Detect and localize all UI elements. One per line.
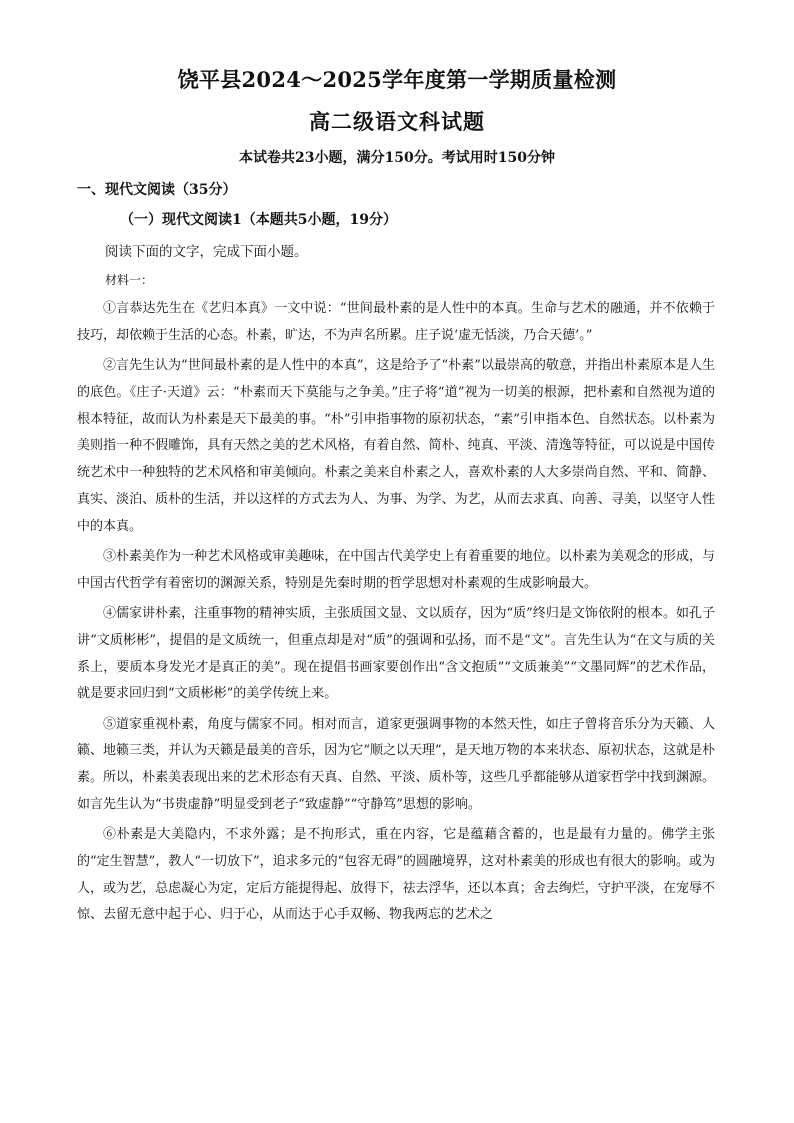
- paragraph-6: ⑥朴素是大美隐内，不求外露；是不拘形式，重在内容，它是蕴藉含蓄的，也是最有力量的。佛学主张的“定生智慧”，教人“一切放下”，追求多元的“包容无碍”的圆融境界，这对朴素美的形成也有很大的影响。或为人，或为艺，总虑凝心为定，定后方能提得起、放得下，祛去浮华，还以本真；舍去绚烂，守护平淡，在宠辱不惊、去留无意中起于心、归于心，从而达于心手双畅、物我两忘的艺术之: [77, 827, 715, 923]
- subsection-heading: （一）现代文阅读1（本题共5小题，19分）: [120, 212, 397, 228]
- exam-subtitle: 高二级语文科试题: [309, 109, 485, 134]
- section-heading: 一、现代文阅读（35分）: [77, 182, 237, 198]
- paragraph-3: ③朴素美作为一种艺术风格或审美趣味，在中国古代美学史上有着重要的地位。以朴素为美观念的形成，与中国古代哲学有着密切的渊源关系，特别是先秦时期的哲学思想对朴素观的生成影响最大。: [77, 548, 715, 591]
- paragraph-1: ①言恭达先生在《艺归本真》一文中说：“世间最朴素的是人性中的本真。生命与艺术的融通，并不依赖于技巧，却依赖于生活的心态。朴素，旷达，不为声名所累。庄子说‘虚无恬淡，乃合天德’。”: [77, 301, 715, 343]
- paragraph-4: ④儒家讲朴素，注重事物的精神实质，主张质国文显、文以质存，因为“质”终归是文饰依附的根本。如孔子讲“文质彬彬”，提倡的是文质统一，但重点却是对“质”的强调和弘扬，而不是“文”。言先生认为“在文与质的关系上，要质本身发光才是真正的美”。现在提倡书画家要创作出“含文抱质”“文质兼美”“文墨同辉”的艺术作品，就是要求回归到“文质彬彬”的美学传统上来。: [77, 605, 715, 702]
- material-label: 材料一：: [105, 273, 154, 287]
- paragraph-5: ⑤道家重视朴素，角度与儒家不同。相对而言，道家更强调事物的本然天性，如庄子曾将音乐分为天籁、人籁、地籁三类，并认为天籁是最美的音乐，因为它“顺之以天理”，是天地万物的本来状态、原初状态，这就是朴素。所以，朴素美表现出来的艺术形态有天真、自然、平淡、质朴等，这些几乎都能够从道家哲学中找到渊源。如言先生认为“书贵虚静”明显受到老子“致虚静”“守静笃”思想的影响。: [77, 716, 715, 812]
- exam-title: 饶平县2024～2025学年度第一学期质量检测: [177, 67, 617, 92]
- passage-body: [77, 296, 715, 933]
- reading-instruction: 阅读下面的文字，完成下面小题。: [105, 244, 308, 260]
- paragraph-2: ②言先生认为“世间最朴素的是人性中的本真”，这是给予了“朴素”以最崇高的敬意，并指出朴素原本是人生的底色。《庄子·天道》云：“朴素而天下莫能与之争美。”庄子将“道”视为一切美的根源，把朴素和自然视为道的根本特征，故而认为朴素是天下最美的事。“朴”引申指事物的原初状态，“素”引申指本色、自然状态。以朴素为美则指一种不假雕饰，具有天然之美的艺术风格，有着自然、简朴、纯真、平淡、清逸等特征，可以说是中国传统艺术中一种独特的艺术风格和审美倾向。朴素之美来自朴素之人，喜欢朴素的人大多崇尚自然、平和、简静、真实、淡泊、质朴的生活，并以这样的方式去为人、为事、为学、为艺，从而去求真、向善、寻美，以坚守人性中的本真。: [77, 357, 715, 534]
- exam-info: 本试卷共23小题，满分150分。考试用时150分钟: [239, 150, 555, 166]
